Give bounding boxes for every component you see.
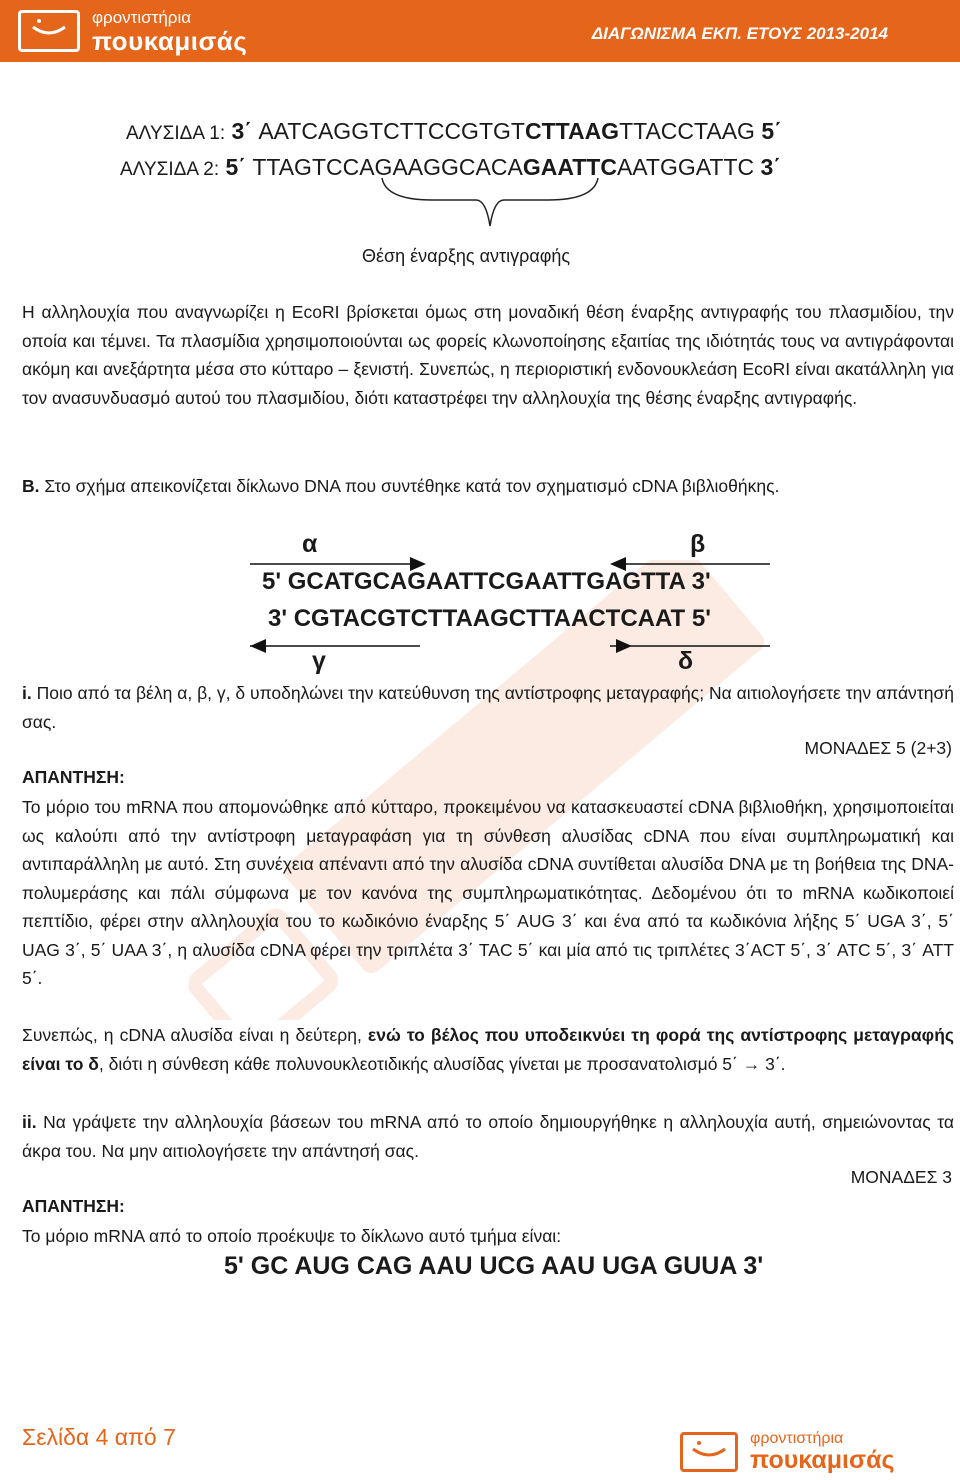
section-b-label: Β. (22, 476, 40, 496)
brand-logo (18, 6, 278, 56)
arrow-gamma-label: γ (312, 647, 326, 675)
question-ii: ii. Να γράψετε την αλληλουχία βάσεων του mRNA από το οποίο δημιουργήθηκε η αλληλουχία αυτή, σημειώνοντας τα άκρα του. Να μην αιτιολογήσετε την απάντησή σας. (22, 1112, 954, 1161)
logo-title: πουκαμισάς (92, 26, 248, 56)
answer-i-text: Το μόριο του mRNA που απομονώθηκε από κύτταρο, προκειμένου να κατασκευαστεί cDNA βιβλιοθήκη, χρησιμοποιείται ως καλούπι από την αντίστροφη μεταγραφάση για τη σύνθεση αλυσίδας cDNA που είναι συμπληρωματική και αντιπαράλληλη με αυτό. Στη συνέχεια απέναντι από την αλυσίδα cDNA συντίθεται αλυσίδα DNA με τη βοήθεια της DNA- πολυμεράσης και πάλι σύμφωνα με τον κανόνα της συμπληρωματικότητας. Δεδομένου ότι το mRNA κωδικοποιεί πεπτίδιο, φέρει στην αλληλουχία του το κωδικόνιο έναρξης 5΄ AUG 3΄ και ένα από τα κωδικόνια λήξης 5΄ UGA 3΄, 5΄ UAG 3΄, 5΄ UAA 3΄, η αλυσίδα cDNA φέρει την τριπλέτα 3΄ TAC 5΄ και μία από τις τριπλέτες 3΄ACT 5΄, 3΄ ATC 5΄, 3΄ ATT 5΄. (22, 797, 954, 988)
question-ii-units: ΜΟΝΑΔΕΣ 3 (850, 1167, 952, 1187)
section-b-text: Στο σχήμα απεικονίζεται δίκλωνο DNA που συντέθηκε κατά τον σχηματισμό cDNA βιβλιοθήκης. (44, 476, 780, 496)
footer-shirt-icon (680, 1432, 738, 1472)
answer-ii-label: ΑΠΑΝΤΗΣΗ: (22, 1196, 125, 1216)
strand-2: ΑΛΥΣΙΔΑ 2: 5΄ TTAGTCCAGAAGGCACAGAATTCAATGGATTC 3΄ (120, 154, 781, 180)
page-number: Σελίδα 4 από 7 (22, 1424, 176, 1450)
arrow-alpha-label: α (302, 530, 318, 558)
exam-title: ΔΙΑΓΩΝΙΣΜΑ ΕΚΠ. ΕΤΟΥΣ 2013-2014 (591, 24, 888, 43)
logo-subtitle: φροντιστήρια (92, 8, 192, 27)
footer-logo-subtitle: φροντιστήρια (750, 1430, 844, 1447)
arrow-delta-label: δ (678, 647, 694, 675)
footer-logo-title: πουκαμισάς (750, 1446, 895, 1474)
strand-1: ΑΛΥΣΙΔΑ 1: 3΄ AATCAGGTCTTCCGTGTCTTAAGTTACCTAAG 5΄ (126, 118, 782, 144)
top-strand: 5' GCATGCAGAATTCGAATTGAGTTA 3' (262, 568, 711, 595)
answer-ii-text: Το μόριο mRNA από το οποίο προέκυψε το δίκλωνο αυτό τμήμα είναι: (22, 1226, 562, 1246)
section-b (22, 472, 954, 501)
page-header (0, 0, 960, 62)
answer-i-conclusion: Συνεπώς, η cDNA αλυσίδα είναι η δεύτερη, ενώ το βέλος που υποδεικνύει τη φορά της αντίστροφης μεταγραφής είναι το δ, διότι η σύνθεση κάθε πολυνουκλεοτιδικής αλυσίδας γίνεται με προσανατολισμό 5΄ → 3΄. (22, 1025, 954, 1074)
question-i-units: ΜΟΝΑΔΕΣ 5 (2+3) (804, 738, 952, 758)
origin-brace (370, 176, 610, 236)
question-i: i. Ποιο από τα βέλη α, β, γ, δ υποδηλώνει την κατεύθυνση της αντίστροφης μεταγραφής; Να αιτιολογήσετε την απάντησή σας. (22, 683, 954, 732)
mrna-sequence: 5' GC AUG CAG AAU UCG AAU UGA GUUA 3' (224, 1252, 764, 1280)
arrow-beta-label: β (690, 530, 706, 558)
footer-logo (680, 1428, 940, 1476)
answer-i-label: ΑΠΑΝΤΗΣΗ: (22, 767, 125, 787)
origin-label: Θέση έναρξης αντιγραφής (362, 246, 571, 266)
bottom-strand: 3' CGTACGTCTTAAGCTTAACTCAAT 5' (268, 605, 711, 632)
shirt-logo-icon (18, 10, 80, 52)
paragraph-ecori: Η αλληλουχία που αναγνωρίζει η EcoRI βρίσκεται όμως στη μοναδική θέση έναρξης αντιγραφής του πλασμιδίου, την οποία και τέμνει. Τα πλασμίδια χρησιμοποιούνται ως φορείς κλωνοποίησης εξαιτίας της ιδιότητάς τους να αντιγράφονται ακόμη και ανεξάρτητα μέσα στο κύτταρο – ξενιστή. Συνεπώς, η περιοριστική ενδονουκλεάση EcoRI είναι ακατάλληλη για τον ανασυνδυασμό αυτού του πλασμιδίου, διότι καταστρέφει την αλληλουχία της θέσης έναρξης αντιγραφής. (22, 302, 954, 408)
